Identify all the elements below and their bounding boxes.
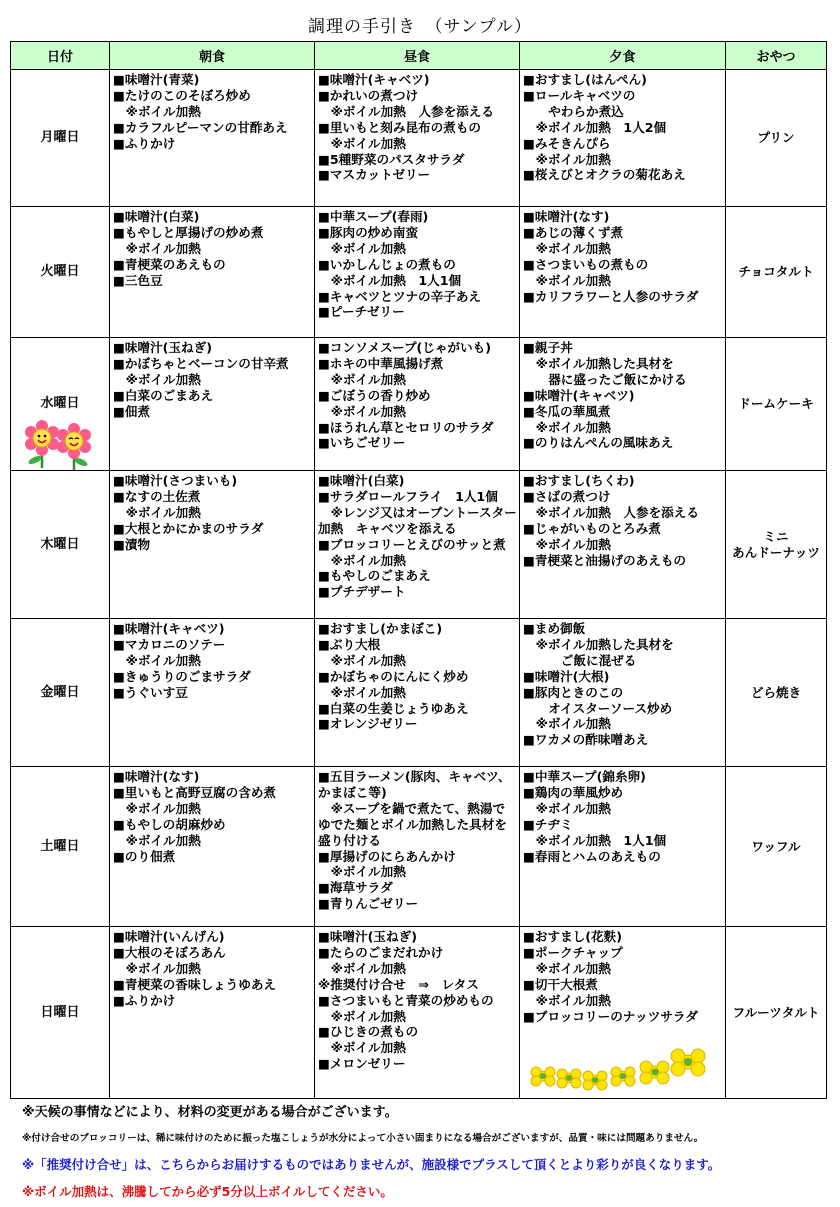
- menu-item: ■もやしの胡麻炒め: [113, 816, 226, 832]
- day-label: 月曜日: [11, 70, 110, 207]
- menu-item: ■サラダロールフライ 1人1個: [318, 488, 498, 504]
- menu-item: ※ボイル加熱: [523, 960, 611, 976]
- dinner-cell: [520, 471, 726, 619]
- day-label: 土曜日: [11, 767, 110, 927]
- menu-item: ■大根とかにかまのサラダ: [113, 520, 264, 536]
- lunch-cell: [315, 471, 520, 619]
- snack-cell: ドームケーキ: [726, 338, 827, 471]
- menu-item: ■中華スープ(春雨): [318, 209, 429, 224]
- day-row: [11, 619, 827, 767]
- menu-item: ■青梗菜の香味しょうゆあえ: [113, 976, 277, 992]
- menu-item: やわらか煮込: [523, 103, 624, 119]
- menu-item: ※ボイル加熱 1人2個: [523, 119, 667, 135]
- menu-item: ※ボイル加熱 人参を添える: [523, 504, 699, 520]
- menu-item: ■青梗菜と油揚げのあえもの: [523, 552, 687, 568]
- menu-item: ■白菜の生姜じょうゆあえ: [318, 700, 469, 716]
- dinner-cell: [520, 207, 726, 338]
- lunch-cell: [315, 207, 520, 338]
- note-recommended: ※「推奨付け合せ」は、こちらからお届けするものではありませんが、施設様でプラスして頂くとより彩りが良くなります。: [22, 1157, 721, 1172]
- menu-item: ■味噌汁(なす): [523, 209, 610, 224]
- snack-cell: プリン: [726, 70, 827, 207]
- header-row: [11, 42, 827, 70]
- menu-item: ■もやしと厚揚げの炒め煮: [113, 224, 264, 240]
- menu-item: ■味噌汁(キャベツ): [113, 621, 225, 636]
- menu-item: ■5種野菜のパスタサラダ: [318, 151, 465, 167]
- dinner-cell: [520, 338, 726, 471]
- day-row: [11, 767, 827, 927]
- breakfast-cell: [110, 927, 315, 1099]
- menu-item: ※ボイル加熱: [318, 960, 406, 976]
- menu-item: ■ピーチゼリー: [318, 304, 405, 320]
- menu-item: ※ボイル加熱: [523, 536, 611, 552]
- menu-item: ※ボイル加熱: [318, 1008, 406, 1024]
- smiling-flowers-icon: [24, 420, 94, 472]
- menu-item: ■味噌汁(さつまいも): [113, 473, 238, 488]
- menu-item: ■味噌汁(白菜): [318, 473, 405, 488]
- menu-item: ■おすまし(ちくわ): [523, 473, 635, 488]
- snack-cell: どら焼き: [726, 619, 827, 767]
- menu-item: ※ボイル加熱 1人1個: [523, 832, 667, 848]
- menu-item: ■中華スープ(錦糸卵): [523, 769, 646, 784]
- menu-item: ■かぼちゃとベーコンの甘辛煮: [113, 355, 289, 371]
- breakfast-cell: [110, 70, 315, 207]
- menu-item: ※ボイル加熱: [113, 240, 201, 256]
- menu-item: ■おすまし(花麩): [523, 929, 622, 944]
- menu-item: ※推奨付け合せ ⇒ レタス: [318, 976, 479, 992]
- menu-item: ■いちごゼリー: [318, 435, 406, 451]
- day-label: 水曜日: [11, 338, 110, 471]
- note-weather: ※天候の事情などにより、材料の変更がある場合がございます。: [22, 1105, 398, 1120]
- menu-item: ■味噌汁(キャベツ): [523, 387, 635, 403]
- menu-item: ■里いもと刻み昆布の煮もの: [318, 119, 482, 135]
- menu-item: ■青りんごゼリー: [318, 896, 419, 912]
- menu-item: ■春雨とハムのあえもの: [523, 848, 661, 864]
- menu-item: ※ボイル加熱: [318, 652, 406, 668]
- menu-item: ※ボイル加熱: [113, 832, 201, 848]
- menu-item: ※ボイル加熱: [318, 135, 406, 151]
- menu-item: ■味噌汁(玉ねぎ): [113, 340, 212, 355]
- menu-item: ※ボイル加熱: [113, 652, 201, 668]
- lunch-cell: [315, 927, 520, 1099]
- yellow-flowers-icon: [528, 1048, 718, 1096]
- menu-item: ※ボイル加熱した具材を: [523, 355, 674, 371]
- menu-item: ※スープを鍋で煮たて、熱湯で: [318, 800, 506, 816]
- menu-item: ■味噌汁(キャベツ): [318, 72, 430, 87]
- menu-item: ※ボイル加熱: [318, 240, 406, 256]
- menu-item: ■さつまいもと青菜の炒めもの: [318, 992, 494, 1008]
- menu-item: かまぼこ等): [318, 784, 387, 800]
- menu-item: ■豚肉ときのこの: [523, 684, 624, 700]
- header-lunch: 昼食: [315, 42, 520, 70]
- menu-item: ■桜えびとオクラの菊花あえ: [523, 167, 686, 183]
- menu-item: ■じゃがいものとろみ煮: [523, 520, 661, 536]
- menu-item: ※ボイル加熱: [523, 992, 611, 1008]
- menu-item: ■さばの煮つけ: [523, 488, 611, 504]
- menu-item: ■ワカメの酢味噌あえ: [523, 732, 649, 748]
- menu-item: ※ボイル加熱: [523, 240, 611, 256]
- menu-item: オイスターソース炒め: [523, 700, 673, 716]
- menu-item: ■青梗菜のあえもの: [113, 256, 226, 272]
- menu-item: ※ボイル加熱: [113, 504, 201, 520]
- menu-item: ■さつまいもの煮もの: [523, 256, 649, 272]
- menu-item: ■味噌汁(大根): [523, 668, 610, 684]
- menu-item: ■おすまし(かまぼこ): [318, 621, 443, 636]
- menu-item: ■のりはんぺんの風味あえ: [523, 435, 674, 451]
- menu-item: ご飯に混ぜる: [523, 652, 637, 668]
- day-label: 金曜日: [11, 619, 110, 767]
- menu-item: ■たけのこのそぼろ炒め: [113, 87, 251, 103]
- menu-item: ■ふりかけ: [113, 992, 176, 1008]
- menu-item: ■プチデザート: [318, 584, 406, 600]
- snack-cell: チョコタルト: [726, 207, 827, 338]
- menu-item: ■コンソメスープ(じゃがいも): [318, 340, 492, 355]
- menu-item: ■豚肉の炒め南蛮: [318, 224, 419, 240]
- menu-item: ■チヂミ: [523, 816, 573, 832]
- menu-item: ■切干大根煮: [523, 976, 598, 992]
- day-row: [11, 207, 827, 338]
- menu-item: ※ボイル加熱: [318, 1040, 406, 1056]
- menu-item: ■きゅうりのごまサラダ: [113, 668, 251, 684]
- menu-item: ■ぶり大根: [318, 636, 381, 652]
- menu-item: ■たらのごまだれかけ: [318, 944, 444, 960]
- menu-item: 器に盛ったご飯にかける: [523, 371, 687, 387]
- page-title: 調理の手引き （サンプル）: [308, 17, 532, 37]
- menu-item: ※ボイル加熱: [523, 419, 611, 435]
- menu-item: ■まめ御飯: [523, 621, 586, 636]
- notes: [22, 1104, 832, 1207]
- header-breakfast: 朝食: [110, 42, 315, 70]
- note-boil: ※ボイル加熱は、沸騰してから必ず5分以上ボイルしてください。: [22, 1184, 393, 1199]
- menu-item: ■メロンゼリー: [318, 1056, 406, 1072]
- menu-item: ■味噌汁(玉ねぎ): [318, 929, 417, 944]
- snack-cell: ミニ あんドーナッツ: [726, 471, 827, 619]
- menu-item: ■マスカットゼリー: [318, 167, 431, 183]
- menu-item: ■ごぼうの香り炒め: [318, 387, 431, 403]
- menu-item: ■白菜のごまあえ: [113, 387, 214, 403]
- menu-item: ■おすまし(はんぺん): [523, 72, 647, 87]
- menu-item: ※ボイル加熱: [523, 151, 611, 167]
- menu-item: ■うぐいす豆: [113, 684, 188, 700]
- breakfast-cell: [110, 619, 315, 767]
- breakfast-cell: [110, 767, 315, 927]
- menu-item: ■里いもと高野豆腐の含め煮: [113, 784, 277, 800]
- menu-item: ■味噌汁(青菜): [113, 72, 200, 87]
- dinner-cell: [520, 767, 726, 927]
- menu-item: ■ロールキャベツの: [523, 87, 636, 103]
- menu-item: ※ボイル加熱: [113, 103, 201, 119]
- menu-item: ■ひじきの煮もの: [318, 1024, 419, 1040]
- menu-item: ※ボイル加熱: [318, 552, 406, 568]
- menu-item: ※ボイル加熱: [318, 371, 406, 387]
- menu-item: ※ボイル加熱: [113, 960, 201, 976]
- menu-item: ■ホキの中華風揚げ煮: [318, 355, 444, 371]
- menu-item: ゆでた麺とボイル加熱した具材を: [318, 816, 507, 832]
- menu-item: ■鶏肉の華風炒め: [523, 784, 624, 800]
- menu-item: ■なすの土佐煮: [113, 488, 201, 504]
- menu-table: [10, 41, 827, 1099]
- day-label: 日曜日: [11, 927, 110, 1099]
- menu-item: 盛り付ける: [318, 832, 381, 848]
- day-label: 木曜日: [11, 471, 110, 619]
- menu-item: ■五目ラーメン(豚肉、キャベツ、: [318, 769, 511, 784]
- breakfast-cell: [110, 338, 315, 471]
- menu-item: ■かぼちゃのにんにく炒め: [318, 668, 469, 684]
- menu-item: ■あじの薄くず煮: [523, 224, 624, 240]
- lunch-cell: [315, 70, 520, 207]
- menu-item: ■カラフルピーマンの甘酢あえ: [113, 119, 288, 135]
- menu-item: ※ボイル加熱: [318, 684, 406, 700]
- menu-item: ■冬瓜の華風煮: [523, 403, 611, 419]
- menu-item: ■ブロッコリーのナッツサラダ: [523, 1008, 698, 1024]
- menu-item: ■マカロニのソテー: [113, 636, 226, 652]
- menu-item: ■ブロッコリーとえびのサッと煮: [318, 536, 506, 552]
- menu-item: ■かれいの煮つけ: [318, 87, 419, 103]
- menu-item: ■味噌汁(なす): [113, 769, 200, 784]
- day-label: 火曜日: [11, 207, 110, 338]
- menu-item: ※ボイル加熱: [523, 800, 611, 816]
- menu-item: ■オレンジゼリー: [318, 716, 418, 732]
- menu-item: ※ボイル加熱: [523, 272, 611, 288]
- day-row: [11, 338, 827, 471]
- menu-item: ※ボイル加熱 1人1個: [318, 272, 462, 288]
- menu-item: ※ボイル加熱した具材を: [523, 636, 674, 652]
- menu-item: ■いかしんじょの煮もの: [318, 256, 456, 272]
- day-row: [11, 70, 827, 207]
- menu-item: ■漬物: [113, 536, 151, 552]
- lunch-cell: [315, 767, 520, 927]
- note-broccoli: ※付け合せのブロッコリーは、稀に味付けのために振った塩こしょうが水分によって小さい固まりになる場合がございますが、品質・味には問題ありません。: [22, 1133, 704, 1144]
- menu-item: ※ボイル加熱: [523, 716, 611, 732]
- menu-item: ※レンジ又はオーブントースター: [318, 504, 517, 520]
- dinner-cell: [520, 619, 726, 767]
- dinner-cell: [520, 70, 726, 207]
- menu-item: ※ボイル加熱 人参を添える: [318, 103, 494, 119]
- snack-cell: フルーツタルト: [726, 927, 827, 1099]
- lunch-cell: [315, 338, 520, 471]
- menu-item: ■カリフラワーと人参のサラダ: [523, 288, 699, 304]
- menu-item: ※ボイル加熱: [318, 864, 406, 880]
- menu-item: ※ボイル加熱: [318, 403, 406, 419]
- snack-cell: ワッフル: [726, 767, 827, 927]
- menu-item: ■大根のそぼろあん: [113, 944, 226, 960]
- breakfast-cell: [110, 471, 315, 619]
- menu-item: ■もやしのごまあえ: [318, 568, 431, 584]
- menu-item: ■ポークチャップ: [523, 944, 623, 960]
- menu-item: ■ふりかけ: [113, 135, 176, 151]
- menu-item: ■ほうれん草とセロリのサラダ: [318, 419, 494, 435]
- menu-item: ■みそきんぴら: [523, 135, 611, 151]
- menu-item: ■味噌汁(いんげん): [113, 929, 225, 944]
- day-row: [11, 471, 827, 619]
- menu-item: ■海草サラダ: [318, 880, 393, 896]
- menu-item: ※ボイル加熱: [113, 800, 201, 816]
- header-dinner: 夕食: [520, 42, 726, 70]
- menu-item: ■のり佃煮: [113, 848, 176, 864]
- header-date: 日付: [11, 42, 110, 70]
- menu-item: ■三色豆: [113, 272, 163, 288]
- menu-item: ※ボイル加熱: [113, 371, 201, 387]
- menu-item: ■キャベツとツナの辛子あえ: [318, 288, 482, 304]
- header-snack: おやつ: [726, 42, 827, 70]
- menu-item: ■厚揚げのにらあんかけ: [318, 848, 456, 864]
- menu-item: 加熱 キャベツを添える: [318, 520, 457, 536]
- breakfast-cell: [110, 207, 315, 338]
- lunch-cell: [315, 619, 520, 767]
- menu-item: ■味噌汁(白菜): [113, 209, 200, 224]
- menu-item: ■佃煮: [113, 403, 151, 419]
- menu-item: ■親子丼: [523, 340, 573, 355]
